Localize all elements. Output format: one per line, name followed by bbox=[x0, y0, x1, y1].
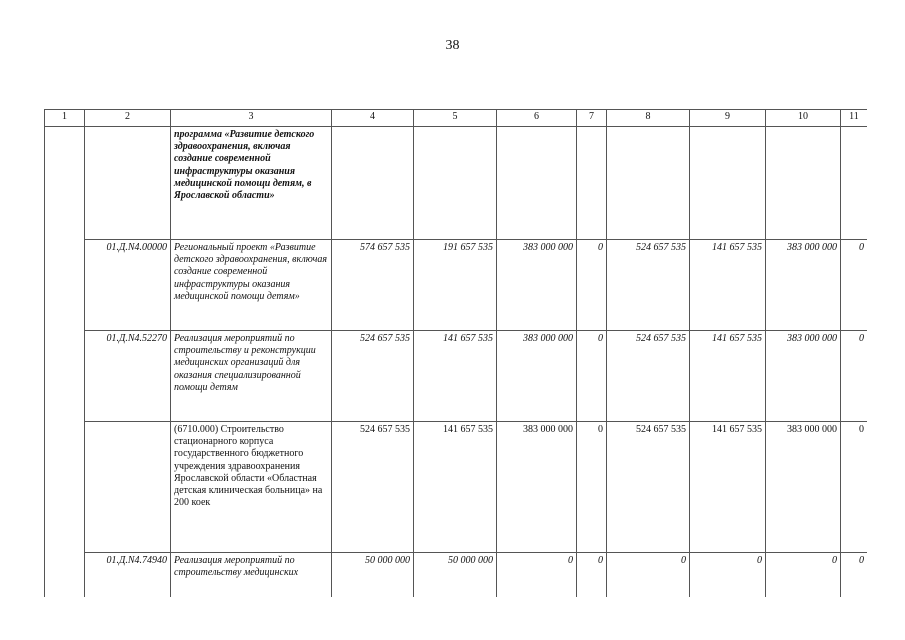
value-cell: 50 000 000 bbox=[414, 553, 497, 598]
column-header: 5 bbox=[414, 110, 497, 127]
value-cell: 0 bbox=[766, 553, 841, 598]
code-cell: 01.Д.N4.74940 bbox=[85, 553, 171, 598]
value-cell: 524 657 535 bbox=[607, 331, 690, 422]
value-cell bbox=[607, 127, 690, 240]
code-cell bbox=[85, 127, 171, 240]
value-cell: 0 bbox=[497, 553, 577, 598]
value-cell bbox=[414, 127, 497, 240]
name-cell: (6710.000) Строительство стационарного корпуса государственного бюджетного учреждения здравоохранения Ярославской области «Областная детская клиническая больница» на 200 коек bbox=[171, 422, 332, 553]
column-header: 3 bbox=[171, 110, 332, 127]
value-cell: 0 bbox=[690, 553, 766, 598]
value-cell bbox=[690, 127, 766, 240]
table-row bbox=[45, 422, 868, 553]
col1-cell bbox=[45, 127, 85, 598]
column-header: 7 bbox=[577, 110, 607, 127]
value-cell: 50 000 000 bbox=[332, 553, 414, 598]
value-cell: 191 657 535 bbox=[414, 240, 497, 331]
value-cell bbox=[841, 127, 868, 240]
value-cell: 141 657 535 bbox=[414, 331, 497, 422]
value-cell: 0 bbox=[841, 422, 868, 553]
column-header: 11 bbox=[841, 110, 868, 127]
value-cell: 524 657 535 bbox=[332, 331, 414, 422]
column-header: 10 bbox=[766, 110, 841, 127]
value-cell: 0 bbox=[607, 553, 690, 598]
value-cell: 0 bbox=[577, 422, 607, 553]
value-cell: 0 bbox=[841, 331, 868, 422]
table-row bbox=[45, 240, 868, 331]
budget-table bbox=[44, 109, 867, 597]
column-header: 1 bbox=[45, 110, 85, 127]
value-cell: 0 bbox=[841, 240, 868, 331]
value-cell: 524 657 535 bbox=[607, 422, 690, 553]
name-cell: программа «Развитие детского здравоохранения, включая создание современной инфраструктуры оказания медицинской помощи детям, в Ярославской области» bbox=[171, 127, 332, 240]
value-cell bbox=[497, 127, 577, 240]
value-cell bbox=[577, 127, 607, 240]
column-header: 8 bbox=[607, 110, 690, 127]
code-cell bbox=[85, 422, 171, 553]
column-header: 4 bbox=[332, 110, 414, 127]
value-cell: 383 000 000 bbox=[497, 331, 577, 422]
table-row bbox=[45, 127, 868, 240]
value-cell: 0 bbox=[577, 331, 607, 422]
value-cell: 141 657 535 bbox=[690, 240, 766, 331]
value-cell: 524 657 535 bbox=[607, 240, 690, 331]
column-header: 6 bbox=[497, 110, 577, 127]
value-cell: 383 000 000 bbox=[497, 240, 577, 331]
value-cell: 383 000 000 bbox=[497, 422, 577, 553]
value-cell: 141 657 535 bbox=[690, 331, 766, 422]
value-cell: 0 bbox=[841, 553, 868, 598]
value-cell: 141 657 535 bbox=[414, 422, 497, 553]
table-row bbox=[45, 331, 868, 422]
value-cell: 0 bbox=[577, 553, 607, 598]
value-cell bbox=[332, 127, 414, 240]
code-cell: 01.Д.N4.52270 bbox=[85, 331, 171, 422]
column-header: 2 bbox=[85, 110, 171, 127]
name-cell: Реализация мероприятий по строительству медицинских bbox=[171, 553, 332, 598]
header-row bbox=[45, 110, 868, 127]
value-cell: 383 000 000 bbox=[766, 331, 841, 422]
value-cell: 574 657 535 bbox=[332, 240, 414, 331]
code-cell: 01.Д.N4.00000 bbox=[85, 240, 171, 331]
name-cell: Региональный проект «Развитие детского здравоохранения, включая создание современной инфраструктуры оказания медицинской помощи детям» bbox=[171, 240, 332, 331]
value-cell: 141 657 535 bbox=[690, 422, 766, 553]
page-number: 38 bbox=[445, 38, 460, 53]
value-cell: 524 657 535 bbox=[332, 422, 414, 553]
column-header: 9 bbox=[690, 110, 766, 127]
value-cell bbox=[766, 127, 841, 240]
value-cell: 0 bbox=[577, 240, 607, 331]
value-cell: 383 000 000 bbox=[766, 422, 841, 553]
budget-table-container bbox=[44, 109, 867, 597]
value-cell: 383 000 000 bbox=[766, 240, 841, 331]
table-row bbox=[45, 553, 868, 598]
name-cell: Реализация мероприятий по строительству и реконструкции медицинских организаций для оказания специализированной помощи детям bbox=[171, 331, 332, 422]
